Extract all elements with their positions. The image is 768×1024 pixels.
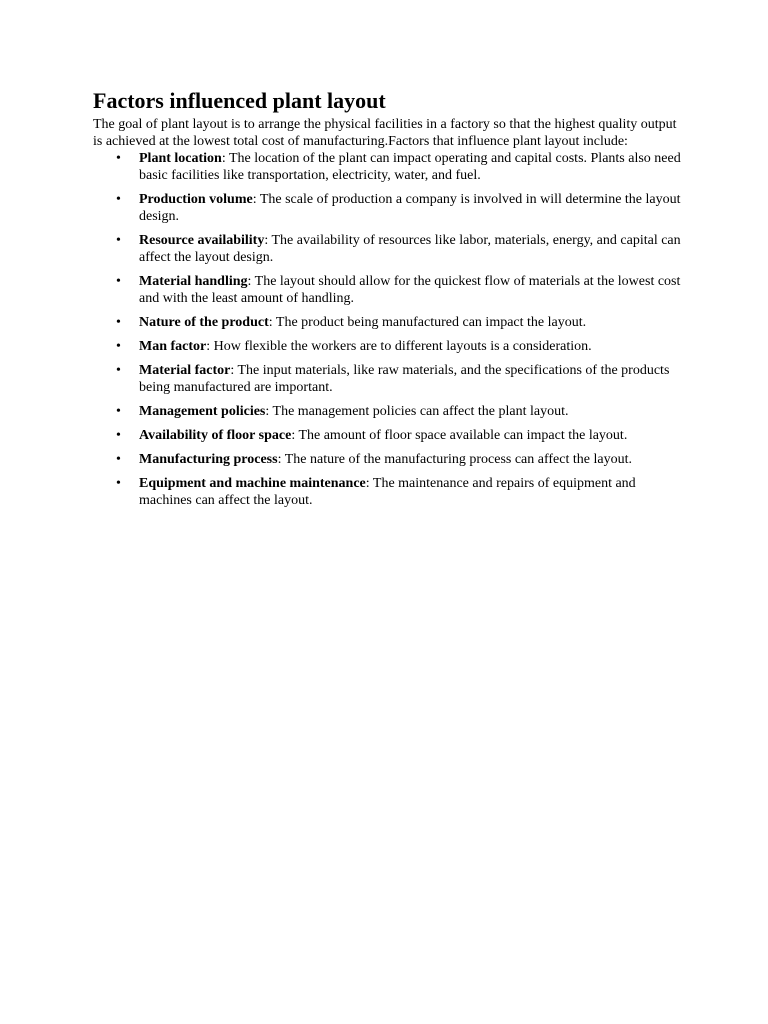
list-item	[116, 191, 683, 225]
factor-description: : The location of the plant can impact operating and capital costs. Plants also need basic facilities like transportation, electricity, water, and fuel.	[139, 151, 681, 183]
list-item	[116, 150, 683, 184]
list-item	[116, 427, 683, 444]
document-title: Factors influenced plant layout	[93, 88, 386, 113]
bullet-icon: •	[116, 363, 121, 378]
factor-description: : The availability of resources like labor, materials, energy, and capital can affect the layout design.	[139, 233, 681, 265]
bullet-icon: •	[116, 428, 121, 443]
document-page	[93, 86, 683, 516]
factor-description: : The layout should allow for the quickest flow of materials at the lowest cost and with the least amount of handling.	[139, 274, 681, 306]
factor-description: : The input materials, like raw materials, and the specifications of the products being manufactured are important.	[139, 363, 670, 395]
bullet-icon: •	[116, 404, 121, 419]
list-item	[116, 273, 683, 307]
factor-description: : How flexible the workers are to different layouts is a consideration.	[206, 339, 592, 354]
list-item	[116, 403, 683, 420]
factor-term: Management policies	[139, 404, 266, 419]
factor-term: Resource availability	[139, 233, 265, 248]
factor-term: Material handling	[139, 274, 248, 289]
bullet-icon: •	[116, 151, 121, 166]
factor-term: Material factor	[139, 363, 231, 378]
list-item	[116, 232, 683, 266]
bullet-icon: •	[116, 339, 121, 354]
factor-term: Plant location	[139, 151, 222, 166]
list-item	[116, 338, 683, 355]
factor-description: : The amount of floor space available can impact the layout.	[291, 428, 628, 443]
factor-term: Man factor	[139, 339, 207, 354]
factor-description: : The maintenance and repairs of equipment and machines can affect the layout.	[139, 476, 636, 508]
factor-term: Manufacturing process	[139, 452, 278, 467]
list-item	[116, 362, 683, 396]
factor-term: Availability of floor space	[139, 428, 292, 443]
intro-paragraph: The goal of plant layout is to arrange the physical facilities in a factory so that the highest quality output is achieved at the lowest total cost of manufacturing.Factors that influence plant layout include:	[93, 117, 677, 149]
factor-term: Nature of the product	[139, 315, 269, 330]
bullet-icon: •	[116, 452, 121, 467]
factors-list	[93, 150, 683, 509]
list-item	[116, 475, 683, 509]
list-item	[116, 451, 683, 468]
factor-term: Production volume	[139, 192, 253, 207]
bullet-icon: •	[116, 274, 121, 289]
bullet-icon: •	[116, 192, 121, 207]
factor-term: Equipment and machine maintenance	[139, 476, 366, 491]
bullet-icon: •	[116, 476, 121, 491]
factor-description: : The nature of the manufacturing process can affect the layout.	[277, 452, 632, 467]
factor-description: : The product being manufactured can impact the layout.	[268, 315, 587, 330]
factor-description: : The management policies can affect the plant layout.	[265, 404, 569, 419]
bullet-icon: •	[116, 233, 121, 248]
list-item	[116, 314, 683, 331]
bullet-icon: •	[116, 315, 121, 330]
factor-description: : The scale of production a company is involved in will determine the layout design.	[139, 192, 681, 224]
